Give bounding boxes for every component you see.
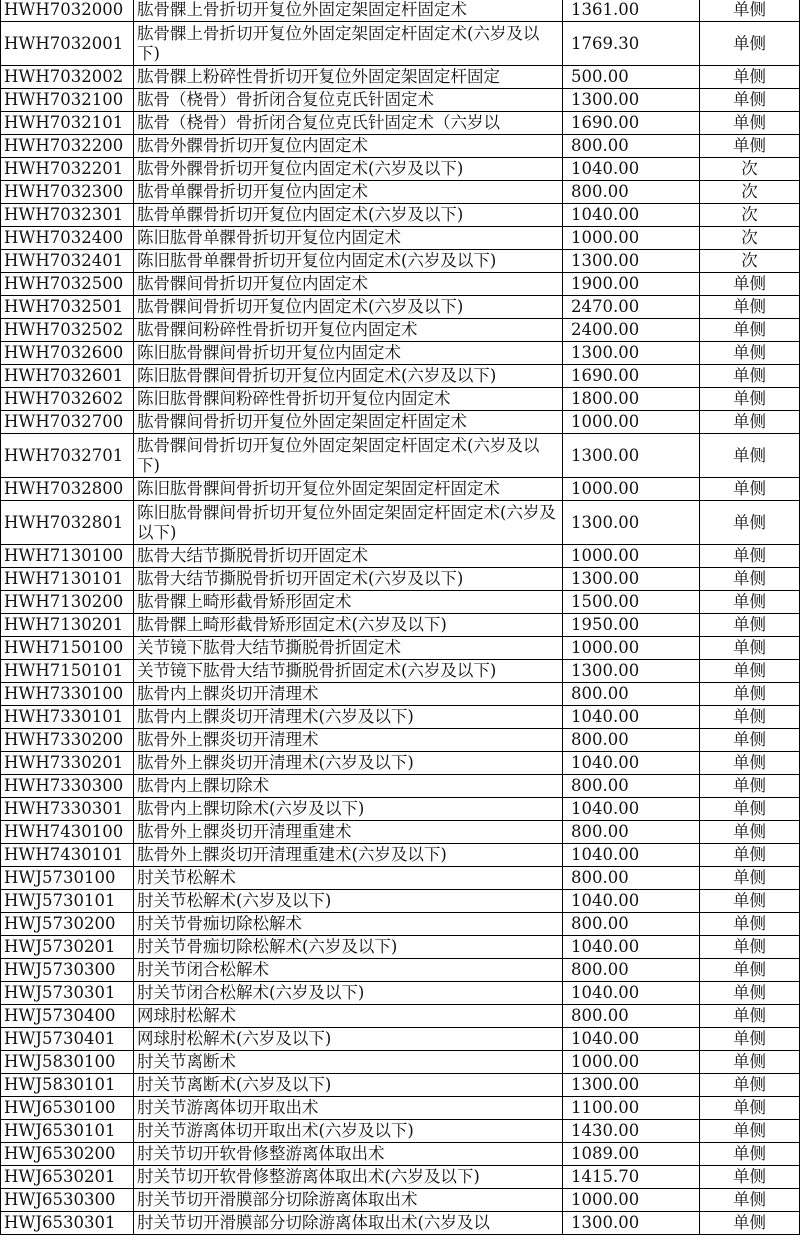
unit-cell: 单侧: [700, 1051, 800, 1074]
item-code-cell: HWJ6530300: [1, 1189, 134, 1212]
price-cell: 1040.00: [563, 706, 700, 729]
table-row: [1, 752, 800, 775]
table-row: [1, 591, 800, 614]
table-row: [1, 798, 800, 821]
price-cell: 1300.00: [563, 1074, 700, 1097]
item-name-cell: 陈旧肱骨髁间骨折切开复位外固定架固定杆固定术: [134, 478, 563, 501]
unit-cell: 次: [700, 158, 800, 181]
item-code-cell: HWH7130101: [1, 568, 134, 591]
price-cell: 1040.00: [563, 1028, 700, 1051]
table-body: [1, 0, 800, 1235]
item-code-cell: HWH7330301: [1, 798, 134, 821]
unit-cell: 单侧: [700, 501, 800, 545]
price-cell: 1040.00: [563, 752, 700, 775]
price-cell: 800.00: [563, 959, 700, 982]
price-cell: 1000.00: [563, 478, 700, 501]
item-name-cell: 肱骨外上髁炎切开清理术(六岁及以下): [134, 752, 563, 775]
table-row: [1, 1028, 800, 1051]
table-row: [1, 296, 800, 319]
item-code-cell: HWH7150101: [1, 660, 134, 683]
table-row: [1, 411, 800, 434]
item-name-cell: 肘关节闭合松解术: [134, 959, 563, 982]
item-code-cell: HWJ5730401: [1, 1028, 134, 1051]
unit-cell: 次: [700, 181, 800, 204]
table-row: [1, 545, 800, 568]
item-code-cell: HWH7032201: [1, 158, 134, 181]
unit-cell: 次: [700, 227, 800, 250]
item-name-cell: 网球肘松解术: [134, 1005, 563, 1028]
table-row: [1, 637, 800, 660]
item-code-cell: HWH7032400: [1, 227, 134, 250]
item-name-cell: 肱骨髁间骨折切开复位内固定术: [134, 273, 563, 296]
price-cell: 1300.00: [563, 501, 700, 545]
price-cell: 1000.00: [563, 545, 700, 568]
table-row: [1, 89, 800, 112]
item-code-cell: HWH7032100: [1, 89, 134, 112]
price-cell: 800.00: [563, 729, 700, 752]
price-cell: 500.00: [563, 66, 700, 89]
table-row: [1, 683, 800, 706]
item-name-cell: 陈旧肱骨髁间骨折切开复位内固定术(六岁及以下): [134, 365, 563, 388]
item-code-cell: HWH7032401: [1, 250, 134, 273]
item-code-cell: HWJ6530100: [1, 1097, 134, 1120]
item-name-cell: 肱骨单髁骨折切开复位内固定术(六岁及以下): [134, 204, 563, 227]
item-name-cell: 肘关节闭合松解术(六岁及以下): [134, 982, 563, 1005]
item-name-cell: 肱骨内上髁炎切开清理术(六岁及以下): [134, 706, 563, 729]
item-code-cell: HWJ5730400: [1, 1005, 134, 1028]
unit-cell: 单侧: [700, 1143, 800, 1166]
item-name-cell: 肘关节切开软骨修整游离体取出术(六岁及以下): [134, 1166, 563, 1189]
table-row: [1, 478, 800, 501]
item-name-cell: 肱骨大结节撕脱骨折切开固定术: [134, 545, 563, 568]
table-row: [1, 936, 800, 959]
item-name-cell: 陈旧肱骨髁间粉碎性骨折切开复位内固定术: [134, 388, 563, 411]
price-cell: 1300.00: [563, 89, 700, 112]
unit-cell: 单侧: [700, 388, 800, 411]
table-row: [1, 1143, 800, 1166]
table-row: [1, 660, 800, 683]
price-cell: 800.00: [563, 867, 700, 890]
table-row: [1, 181, 800, 204]
item-code-cell: HWJ5830101: [1, 1074, 134, 1097]
unit-cell: 单侧: [700, 706, 800, 729]
item-code-cell: HWH7032500: [1, 273, 134, 296]
price-cell: 1500.00: [563, 591, 700, 614]
table-row: [1, 227, 800, 250]
price-cell: 2400.00: [563, 319, 700, 342]
item-name-cell: 肱骨外上髁炎切开清理重建术(六岁及以下): [134, 844, 563, 867]
table-row: [1, 1189, 800, 1212]
unit-cell: 单侧: [700, 660, 800, 683]
item-code-cell: HWH7032800: [1, 478, 134, 501]
unit-cell: 单侧: [700, 1005, 800, 1028]
table-row: [1, 844, 800, 867]
item-code-cell: HWJ5730300: [1, 959, 134, 982]
unit-cell: 单侧: [700, 982, 800, 1005]
item-name-cell: 肱骨外上髁炎切开清理术: [134, 729, 563, 752]
price-cell: 1361.00: [563, 0, 700, 22]
table-row: [1, 1051, 800, 1074]
item-name-cell: 肘关节切开滑膜部分切除游离体取出术(六岁及以: [134, 1212, 563, 1235]
table-row: [1, 158, 800, 181]
item-code-cell: HWH7032001: [1, 22, 134, 66]
price-cell: 1089.00: [563, 1143, 700, 1166]
unit-cell: 单侧: [700, 1074, 800, 1097]
price-cell: 1000.00: [563, 637, 700, 660]
table-row: [1, 388, 800, 411]
item-code-cell: HWH7330200: [1, 729, 134, 752]
item-name-cell: 肘关节游离体切开取出术: [134, 1097, 563, 1120]
item-name-cell: 肱骨内上髁切除术: [134, 775, 563, 798]
item-name-cell: 肘关节松解术: [134, 867, 563, 890]
item-code-cell: HWH7032601: [1, 365, 134, 388]
item-name-cell: 肘关节松解术(六岁及以下): [134, 890, 563, 913]
table-row: [1, 821, 800, 844]
item-name-cell: 肱骨（桡骨）骨折闭合复位克氏针固定术: [134, 89, 563, 112]
price-cell: 800.00: [563, 1005, 700, 1028]
table-row: [1, 204, 800, 227]
price-cell: 1040.00: [563, 844, 700, 867]
table-row: [1, 959, 800, 982]
price-cell: 1000.00: [563, 411, 700, 434]
price-cell: 800.00: [563, 821, 700, 844]
table-row: [1, 273, 800, 296]
unit-cell: 单侧: [700, 0, 800, 22]
price-cell: 1900.00: [563, 273, 700, 296]
table-row: [1, 706, 800, 729]
table-row: [1, 890, 800, 913]
item-code-cell: HWH7130200: [1, 591, 134, 614]
table-row: [1, 434, 800, 478]
item-name-cell: 关节镜下肱骨大结节撕脱骨折固定术(六岁及以下): [134, 660, 563, 683]
unit-cell: 单侧: [700, 821, 800, 844]
unit-cell: 单侧: [700, 89, 800, 112]
item-name-cell: 肘关节骨痂切除松解术(六岁及以下): [134, 936, 563, 959]
table-row: [1, 319, 800, 342]
unit-cell: 单侧: [700, 844, 800, 867]
item-code-cell: HWJ5730200: [1, 913, 134, 936]
item-code-cell: HWH7150100: [1, 637, 134, 660]
unit-cell: 单侧: [700, 342, 800, 365]
unit-cell: 单侧: [700, 752, 800, 775]
price-cell: 1040.00: [563, 936, 700, 959]
item-name-cell: 肱骨内上髁炎切开清理术: [134, 683, 563, 706]
item-code-cell: HWH7330201: [1, 752, 134, 775]
unit-cell: 单侧: [700, 112, 800, 135]
item-code-cell: HWH7430101: [1, 844, 134, 867]
item-name-cell: 肱骨髁上畸形截骨矫形固定术: [134, 591, 563, 614]
item-code-cell: HWH7430100: [1, 821, 134, 844]
item-code-cell: HWH7032801: [1, 501, 134, 545]
item-code-cell: HWH7032002: [1, 66, 134, 89]
unit-cell: 单侧: [700, 1189, 800, 1212]
price-cell: 1300.00: [563, 660, 700, 683]
item-code-cell: HWJ6530101: [1, 1120, 134, 1143]
unit-cell: 单侧: [700, 936, 800, 959]
item-name-cell: 肱骨外髁骨折切开复位内固定术: [134, 135, 563, 158]
price-cell: 1000.00: [563, 1189, 700, 1212]
table-row: [1, 568, 800, 591]
item-code-cell: HWH7032600: [1, 342, 134, 365]
price-cell: 1300.00: [563, 342, 700, 365]
table-row: [1, 729, 800, 752]
price-cell: 1040.00: [563, 890, 700, 913]
price-cell: 1690.00: [563, 365, 700, 388]
price-cell: 800.00: [563, 181, 700, 204]
price-cell: 1950.00: [563, 614, 700, 637]
item-code-cell: HWJ5730201: [1, 936, 134, 959]
price-cell: 1040.00: [563, 982, 700, 1005]
price-cell: 1430.00: [563, 1120, 700, 1143]
item-name-cell: 肘关节切开滑膜部分切除游离体取出术: [134, 1189, 563, 1212]
item-code-cell: HWH7032000: [1, 0, 134, 22]
price-cell: 1690.00: [563, 112, 700, 135]
table-row: [1, 135, 800, 158]
unit-cell: 单侧: [700, 959, 800, 982]
item-name-cell: 肱骨内上髁切除术(六岁及以下): [134, 798, 563, 821]
item-name-cell: 肘关节离断术(六岁及以下): [134, 1074, 563, 1097]
item-name-cell: 肱骨髁上粉碎性骨折切开复位外固定架固定杆固定: [134, 66, 563, 89]
unit-cell: 单侧: [700, 1097, 800, 1120]
item-name-cell: 陈旧肱骨单髁骨折切开复位内固定术(六岁及以下): [134, 250, 563, 273]
unit-cell: 单侧: [700, 729, 800, 752]
unit-cell: 单侧: [700, 1120, 800, 1143]
item-name-cell: 肱骨髁间骨折切开复位外固定架固定杆固定术(六岁及以下): [134, 434, 563, 478]
price-cell: 1300.00: [563, 568, 700, 591]
unit-cell: 单侧: [700, 614, 800, 637]
item-code-cell: HWJ6530301: [1, 1212, 134, 1235]
item-code-cell: HWH7330300: [1, 775, 134, 798]
item-code-cell: HWJ5730301: [1, 982, 134, 1005]
item-code-cell: HWH7032501: [1, 296, 134, 319]
item-code-cell: HWH7130201: [1, 614, 134, 637]
table-row: [1, 66, 800, 89]
item-code-cell: HWH7130100: [1, 545, 134, 568]
item-name-cell: 肘关节游离体切开取出术(六岁及以下): [134, 1120, 563, 1143]
unit-cell: 单侧: [700, 637, 800, 660]
unit-cell: 单侧: [700, 22, 800, 66]
unit-cell: 单侧: [700, 296, 800, 319]
item-name-cell: 肱骨髁间粉碎性骨折切开复位内固定术: [134, 319, 563, 342]
price-cell: 1000.00: [563, 227, 700, 250]
table-row: [1, 614, 800, 637]
price-cell: 800.00: [563, 775, 700, 798]
item-name-cell: 肱骨外上髁炎切开清理重建术: [134, 821, 563, 844]
table-row: [1, 982, 800, 1005]
item-name-cell: 肱骨髁上骨折切开复位外固定架固定杆固定术(六岁及以下): [134, 22, 563, 66]
item-name-cell: 肱骨大结节撕脱骨折切开固定术(六岁及以下): [134, 568, 563, 591]
unit-cell: 单侧: [700, 365, 800, 388]
price-cell: 1300.00: [563, 434, 700, 478]
item-name-cell: 肱骨髁间骨折切开复位内固定术(六岁及以下): [134, 296, 563, 319]
unit-cell: 单侧: [700, 1028, 800, 1051]
item-name-cell: 陈旧肱骨髁间骨折切开复位外固定架固定杆固定术(六岁及以下): [134, 501, 563, 545]
unit-cell: 单侧: [700, 434, 800, 478]
unit-cell: 单侧: [700, 1166, 800, 1189]
unit-cell: 单侧: [700, 913, 800, 936]
table-row: [1, 1212, 800, 1235]
item-code-cell: HWH7032301: [1, 204, 134, 227]
item-name-cell: 肘关节骨痂切除松解术: [134, 913, 563, 936]
unit-cell: 单侧: [700, 545, 800, 568]
table-row: [1, 22, 800, 66]
item-code-cell: HWJ6530201: [1, 1166, 134, 1189]
item-name-cell: 肱骨外髁骨折切开复位内固定术(六岁及以下): [134, 158, 563, 181]
item-code-cell: HWJ6530200: [1, 1143, 134, 1166]
item-name-cell: 肘关节离断术: [134, 1051, 563, 1074]
unit-cell: 单侧: [700, 683, 800, 706]
table-row: [1, 1074, 800, 1097]
unit-cell: 单侧: [700, 775, 800, 798]
item-code-cell: HWH7032200: [1, 135, 134, 158]
unit-cell: 次: [700, 204, 800, 227]
unit-cell: 次: [700, 250, 800, 273]
table-row: [1, 1120, 800, 1143]
table-row: [1, 1097, 800, 1120]
table-row: [1, 867, 800, 890]
item-code-cell: HWH7330100: [1, 683, 134, 706]
price-cell: 1040.00: [563, 798, 700, 821]
item-code-cell: HWH7032602: [1, 388, 134, 411]
item-name-cell: 肱骨髁上骨折切开复位外固定架固定杆固定术: [134, 0, 563, 22]
table-row: [1, 250, 800, 273]
table-row: [1, 1005, 800, 1028]
unit-cell: 单侧: [700, 568, 800, 591]
item-code-cell: HWH7032701: [1, 434, 134, 478]
price-cell: 2470.00: [563, 296, 700, 319]
price-cell: 800.00: [563, 913, 700, 936]
unit-cell: 单侧: [700, 591, 800, 614]
item-code-cell: HWH7032700: [1, 411, 134, 434]
item-code-cell: HWH7330101: [1, 706, 134, 729]
price-cell: 1300.00: [563, 1212, 700, 1235]
unit-cell: 单侧: [700, 411, 800, 434]
unit-cell: 单侧: [700, 1212, 800, 1235]
price-cell: 1100.00: [563, 1097, 700, 1120]
price-cell: 1040.00: [563, 158, 700, 181]
price-cell: 1769.30: [563, 22, 700, 66]
item-code-cell: HWJ5730100: [1, 867, 134, 890]
price-cell: 1300.00: [563, 250, 700, 273]
item-name-cell: 肘关节切开软骨修整游离体取出术: [134, 1143, 563, 1166]
unit-cell: 单侧: [700, 890, 800, 913]
price-cell: 1415.70: [563, 1166, 700, 1189]
table-row: [1, 775, 800, 798]
item-code-cell: HWJ5730101: [1, 890, 134, 913]
table-row: [1, 1166, 800, 1189]
unit-cell: 单侧: [700, 798, 800, 821]
price-cell: 1000.00: [563, 1051, 700, 1074]
table-row: [1, 342, 800, 365]
table-row: [1, 501, 800, 545]
table-row: [1, 112, 800, 135]
unit-cell: 单侧: [700, 273, 800, 296]
unit-cell: 单侧: [700, 478, 800, 501]
item-name-cell: 陈旧肱骨单髁骨折切开复位内固定术: [134, 227, 563, 250]
item-name-cell: 肱骨髁上畸形截骨矫形固定术(六岁及以下): [134, 614, 563, 637]
item-name-cell: 关节镜下肱骨大结节撕脱骨折固定术: [134, 637, 563, 660]
item-code-cell: HWH7032101: [1, 112, 134, 135]
unit-cell: 单侧: [700, 66, 800, 89]
price-cell: 800.00: [563, 135, 700, 158]
unit-cell: 单侧: [700, 319, 800, 342]
item-name-cell: 肱骨髁间骨折切开复位外固定架固定杆固定术: [134, 411, 563, 434]
price-cell: 1040.00: [563, 204, 700, 227]
price-cell: 800.00: [563, 683, 700, 706]
item-code-cell: HWH7032300: [1, 181, 134, 204]
table-row: [1, 913, 800, 936]
unit-cell: 单侧: [700, 135, 800, 158]
table-row: [1, 0, 800, 22]
item-code-cell: HWJ5830100: [1, 1051, 134, 1074]
item-name-cell: 陈旧肱骨髁间骨折切开复位内固定术: [134, 342, 563, 365]
table-row: [1, 365, 800, 388]
item-code-cell: HWH7032502: [1, 319, 134, 342]
item-name-cell: 肱骨单髁骨折切开复位内固定术: [134, 181, 563, 204]
price-cell: 1800.00: [563, 388, 700, 411]
item-name-cell: 肱骨（桡骨）骨折闭合复位克氏针固定术（六岁以: [134, 112, 563, 135]
item-name-cell: 网球肘松解术(六岁及以下): [134, 1028, 563, 1051]
unit-cell: 单侧: [700, 867, 800, 890]
